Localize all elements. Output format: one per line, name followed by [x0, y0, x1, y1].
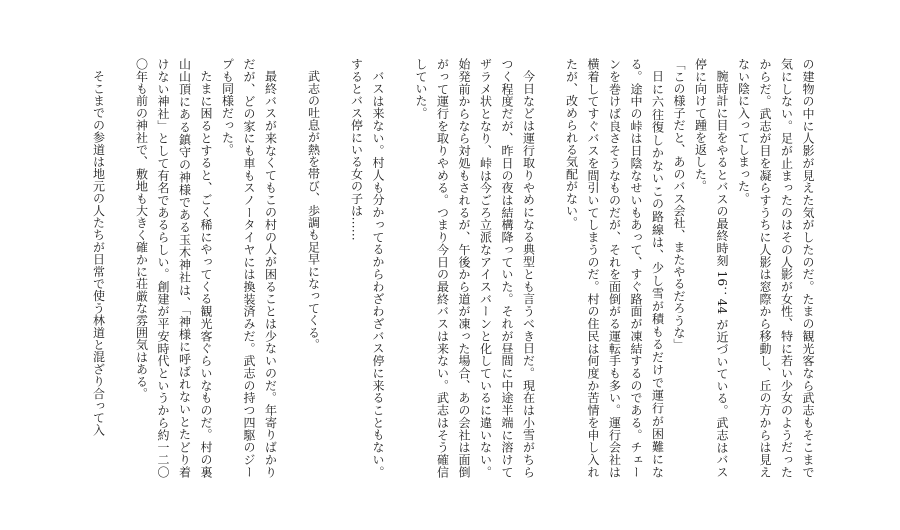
blank-line — [539, 58, 561, 478]
paragraph-2: 腕時計に目をやるとバスの最終時刻 16：44 が近づいている。武志はバス停に向けて踵を返した。 — [693, 58, 729, 478]
blank-line — [388, 58, 410, 478]
paragraph-10: そこまでの参道は地元の人たちが日常で使う林道と混ざり合って入 — [91, 70, 106, 436]
paragraph-3-dialogue: 「この様子だと、あのバス会社、またやるだろうな」 — [672, 58, 686, 351]
paragraph-6: バスは来ない。村人も分かってるからわざわざバス停に来ることもない。するとバス停にいる女の子は…… — [349, 58, 385, 478]
blank-line — [324, 58, 346, 478]
paragraph-8: 最終バスが来なくてもこの村の人が困ることは少ないのだ。年寄りばかりだが、どの家にも車もスノータイヤには換装済みだ。武志の持つ四駆のジープも同様だった。 — [220, 58, 278, 478]
vertical-text-body — [78, 58, 818, 478]
paragraph-1: の建物の中に人影が見えた気がしたのだ。たまの観光客なら武志もそこまで気にしない。足が止まったのはその人影が女性、特に若い少女のようだったからだ。武志が目を凝らすうちに人影は窓際から移動し、丘の方からは見えない陰に入ってしまった。 — [736, 58, 815, 478]
paragraph-4: 日に六往復しかないこの路線は、少し雪が積もるだけで運行が困難になる。途中の峠は日陰なせいもあって、すぐ路面が凍結するのである。チェーンを巻けば良さそうなものだが、それを面倒がる運転手も多い。運行会社は横着してすぐバスを間引いてしまうのだ。村の住民は何度か苦情を申し入れたが、改められる気配がない。 — [564, 58, 665, 478]
paragraph-7: 武志の吐息が熱を帯び、歩調も足早になってくる。 — [306, 70, 321, 351]
blank-line — [281, 58, 303, 478]
blank-line — [109, 58, 131, 478]
paragraph-5: 今日などは運行取りやめになる典型とも言うべき日だ。現在は小雪がちらつく程度だが、昨日の夜は結構降っていた。それが昼間に中途半端に溶けてザラメ状となり、峠は今ごろ立派なアイスバーンと化しているに違いない。始発前からなら対処もされるが、午後から道が凍った場合、あの会社は面倒がって運行を取りやめる。つまり今日の最終バスは来ない。武志はそう確信していた。 — [414, 58, 536, 478]
paragraph-9: たまに困るとすると、ごく稀にやってくる観光客ぐらいなものだ。村の裏山山頂にある鎮守の神様である玉木神社は、「神様に呼ばれないとたどり着けない神社」として有名であるらしい。創建が平安時代というから約一二〇〇年も前の神社で、敷地も大きく確かに荘厳な雰囲気はある。 — [134, 58, 213, 478]
